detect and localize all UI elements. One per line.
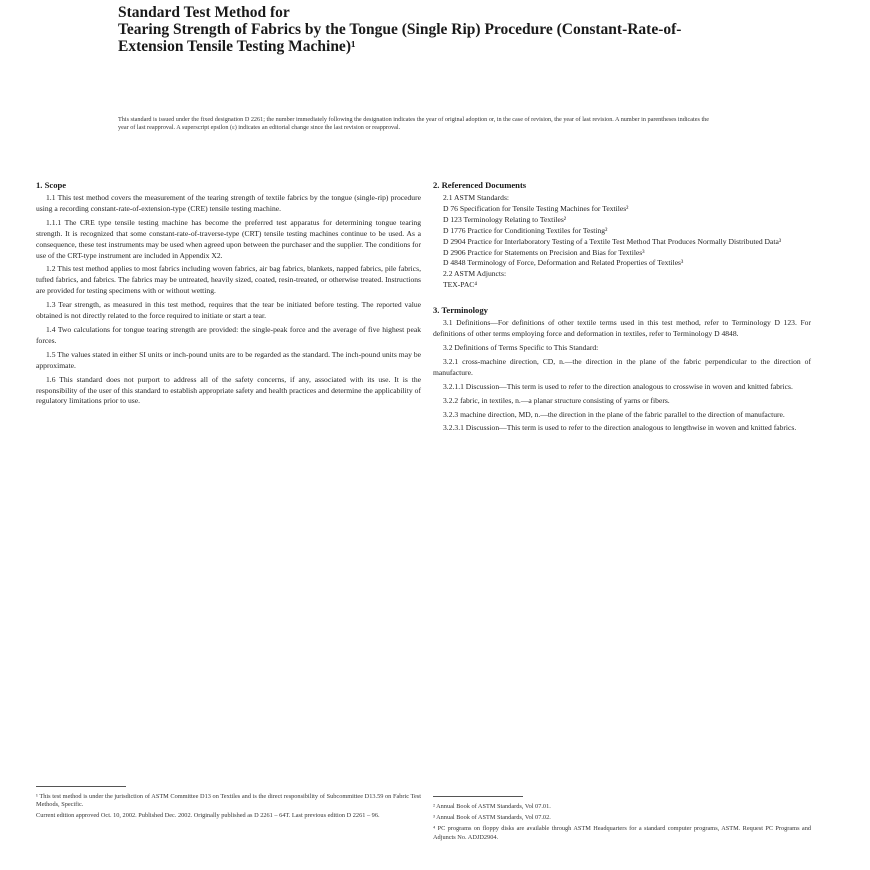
- reference-item: D 4848 Terminology of Force, Deformation and Related Properties of Textiles³: [443, 258, 684, 268]
- section-heading-scope: 1. Scope: [36, 180, 67, 190]
- terminology-paragraph: 3.2 Definitions of Terms Specific to This Standard:: [443, 342, 599, 352]
- section-heading-terminology: 3. Terminology: [433, 305, 488, 316]
- scope-paragraph: 1.5 The values stated in either SI units or inch-pound units are to be regarded as the standard. The inch-pound units may be approximate.: [36, 349, 421, 370]
- reference-item: 2.1 ASTM Standards:: [443, 193, 510, 202]
- right-column: [433, 180, 811, 437]
- terminology-paragraph: 3.2.2 fabric, in textiles, n.—a planar structure consisting of yarns or fibers.: [443, 395, 670, 405]
- reference-item: D 2904 Practice for Interlaboratory Testing of a Textile Test Method That Produces Normally Distributed Data³: [443, 236, 782, 246]
- footnotes-left: [36, 786, 421, 824]
- reference-item: D 1776 Practice for Conditioning Textiles for Testing²: [443, 225, 608, 235]
- footnote: Current edition approved Oct. 10, 2002. Published Dec. 2002. Originally published as D 2261 – 64T. Last previous edition D 2261 – 96.: [36, 812, 380, 820]
- designation-notice: This standard is issued under the fixed designation D 2261; the number immediately following the designation indicates the year of original adoption or, in the case of revision, the year of last revision. A number in parentheses indicates the year of last reapproval. A superscript epsilon (ε) indicates an editorial change since the last revision or reapproval.: [118, 116, 710, 131]
- document-header: [118, 4, 738, 55]
- reference-item: 2.2 ASTM Adjuncts:: [443, 269, 507, 279]
- terminology-paragraph: 3.1 Definitions—For definitions of other textile terms used in this test method, refer to Terminology D 123. For definitions of other terms employing force and deformation in textiles, refer to Terminology D 4848.: [433, 318, 811, 339]
- scope-paragraph: 1.4 Two calculations for tongue tearing strength are provided: the single-peak force and the average of five highest peak forces.: [36, 324, 421, 345]
- scope-paragraph: 1.1.1 The CRE type tensile testing machine has become the preferred test apparatus for determining tongue tearing strength. It is recognized that some constant-rate-of-traverse-type (CRT) tensile testing machines continue to be used. As a consequence, these test instruments may be used when agreed upon between the purchaser and the supplier. The conditions for use of the CRT-type instrument are included in Appendix X2.: [36, 217, 421, 260]
- terminology-paragraph: 3.2.1.1 Discussion—This term is used to refer to the direction analogous to crosswise in woven and knitted fabrics.: [443, 381, 793, 391]
- terminology-paragraph: 3.2.3 machine direction, MD, n.—the direction in the plane of the fabric parallel to the direction of manufacture.: [443, 409, 785, 419]
- scope-paragraph: 1.3 Tear strength, as measured in this test method, requires that the tear be initiated before testing. The reported value obtained is not directly related to the force required to initiate or start a tear.: [36, 300, 421, 321]
- standard-subtitle: Tearing Strength of Fabrics by the Tongue (Single Rip) Procedure (Constant-Rate-of-Extension Tensile Testing Machine)¹: [118, 21, 682, 55]
- reference-item: D 2906 Practice for Statements on Precision and Bias for Textiles³: [443, 247, 645, 257]
- footnote-divider: [433, 796, 523, 797]
- footnote: ¹ This test method is under the jurisdiction of ASTM Committee D13 on Textiles and is the direct responsibility of Subcommittee D13.59 on Fabric Test Methods, Specific.: [36, 793, 421, 809]
- scope-paragraph: 1.6 This standard does not purport to address all of the safety concerns, if any, associated with its use. It is the responsibility of the user of this standard to establish appropriate safety and health practices and determine the applicability of regulatory limitations prior to use.: [36, 374, 421, 406]
- footnotes-right: [433, 796, 811, 845]
- footnote: ² Annual Book of ASTM Standards, Vol 07.01.: [433, 803, 551, 810]
- scope-paragraph: 1.1 This test method covers the measurement of the tearing strength of textile fabrics by the tongue (single-rip) procedure using a recording constant-rate-of-extension-type (CRE) tensile testing machine.: [36, 193, 421, 213]
- section-heading-referenced-documents: 2. Referenced Documents: [433, 180, 527, 190]
- footnote: ³ Annual Book of ASTM Standards, Vol 07.02.: [433, 814, 551, 822]
- terminology-paragraph: 3.2.1 cross-machine direction, CD, n.—the direction in the plane of the fabric perpendicular to the direction of manufacture.: [433, 356, 811, 377]
- reference-item: D 123 Terminology Relating to Textiles²: [443, 214, 567, 224]
- reference-item: TEX-PAC⁴: [443, 280, 478, 290]
- footnote-divider: [36, 786, 126, 787]
- left-column: [36, 180, 421, 410]
- standard-title: Standard Test Method for: [118, 4, 290, 21]
- scope-paragraph: 1.2 This test method applies to most fabrics including woven fabrics, air bag fabrics, blankets, napped fabrics, pile fabrics, tufted fabrics, and fabrics. The fabrics may be untreated, heavily sized, coated, resin-treated, or otherwise treated. Instructions are provided for testing specimens with or without wetting.: [36, 264, 421, 296]
- terminology-paragraph: 3.2.3.1 Discussion—This term is used to refer to the direction analogous to lengthwise in woven and knitted fabrics.: [443, 423, 797, 433]
- reference-item: D 76 Specification for Tensile Testing Machines for Textiles²: [443, 203, 629, 213]
- referenced-documents-list: [433, 193, 811, 291]
- footnote: ⁴ PC programs on floppy disks are available through ASTM Headquarters for a standard computer programs, ASTM. Request PC Programs and Adjuncts No. ADJD2904.: [433, 825, 811, 841]
